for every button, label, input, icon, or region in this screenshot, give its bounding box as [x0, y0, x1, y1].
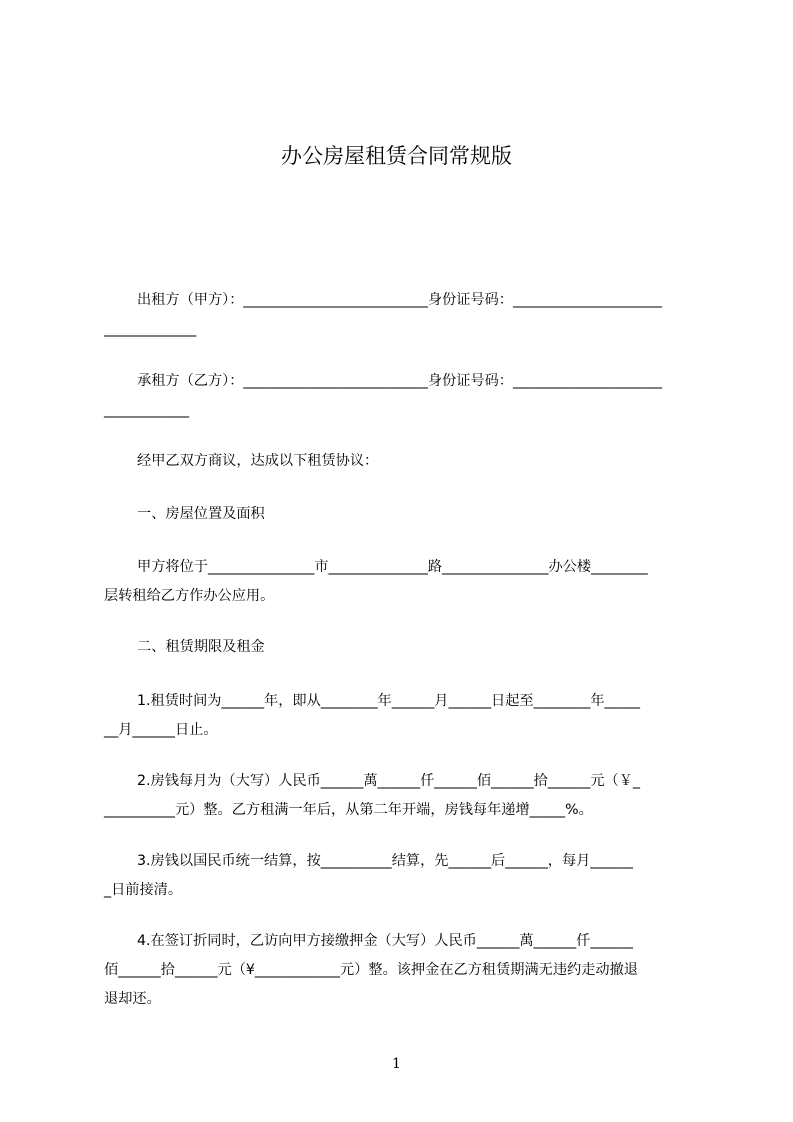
lessee-paragraph [104, 367, 704, 425]
section-1-heading-text: 一、房屋位置及面积 [137, 506, 265, 522]
item-4-line-2: 佰______拾______元（¥____________元）整。该押金在乙方租赁期满无违约走动撤退 [104, 962, 638, 978]
section-1-heading [104, 500, 704, 529]
section-1-paragraph [104, 553, 704, 611]
intro-text: 经甲乙双方商议，达成以下租赁协议： [137, 453, 379, 469]
section-2-item-1 [104, 687, 704, 745]
section-2-heading-text: 二、租赁期限及租金 [137, 639, 265, 655]
item-1-line-1: 1.租赁时间为______年，即从________年______月______日起至________年_____ [137, 693, 641, 709]
section-2-item-2 [104, 767, 704, 825]
section-1-line-1: 甲方将位于_______________市______________路_______________办公楼________ [137, 559, 648, 575]
section-2-item-4 [104, 927, 704, 1014]
lessee-line-2: ____________ [104, 402, 190, 418]
item-2-line-1: 2.房钱每月为（大写）人民币______萬______仟______佰______拾______元（￥_ [137, 773, 641, 789]
item-4-line-3: 退却还。 [104, 991, 161, 1007]
item-3-line-1: 3.房钱以国民币统一结算，按__________结算，先______后______，每月______ [137, 853, 633, 869]
item-4-line-1: 4.在签订折同时，乙访向甲方接缴押金（大写）人民币______萬______仟______ [137, 933, 633, 949]
section-1-line-2: 层转租给乙方作办公应用。 [104, 588, 275, 604]
document-title: 办公房屋租赁合同常规版 [281, 144, 512, 168]
intro-paragraph [104, 447, 704, 476]
section-2-item-3 [104, 847, 704, 905]
lessor-line-1: 出租方（甲方）：__________________________身份证号码：_____________________ [137, 292, 662, 308]
lessee-line-1: 承租方（乙方）：__________________________身份证号码：_____________________ [137, 373, 662, 389]
lessor-paragraph [104, 286, 704, 344]
item-3-line-2: _日前接清。 [104, 882, 183, 898]
lessor-line-2: _____________ [104, 321, 197, 337]
item-1-line-2: __月______日止。 [104, 722, 218, 738]
page-number: 1 [392, 1056, 401, 1072]
section-2-heading [104, 633, 704, 662]
item-2-line-2: __________元）整。乙方租满一年后，从第二年开端，房钱每年递增_____%。 [104, 802, 593, 818]
